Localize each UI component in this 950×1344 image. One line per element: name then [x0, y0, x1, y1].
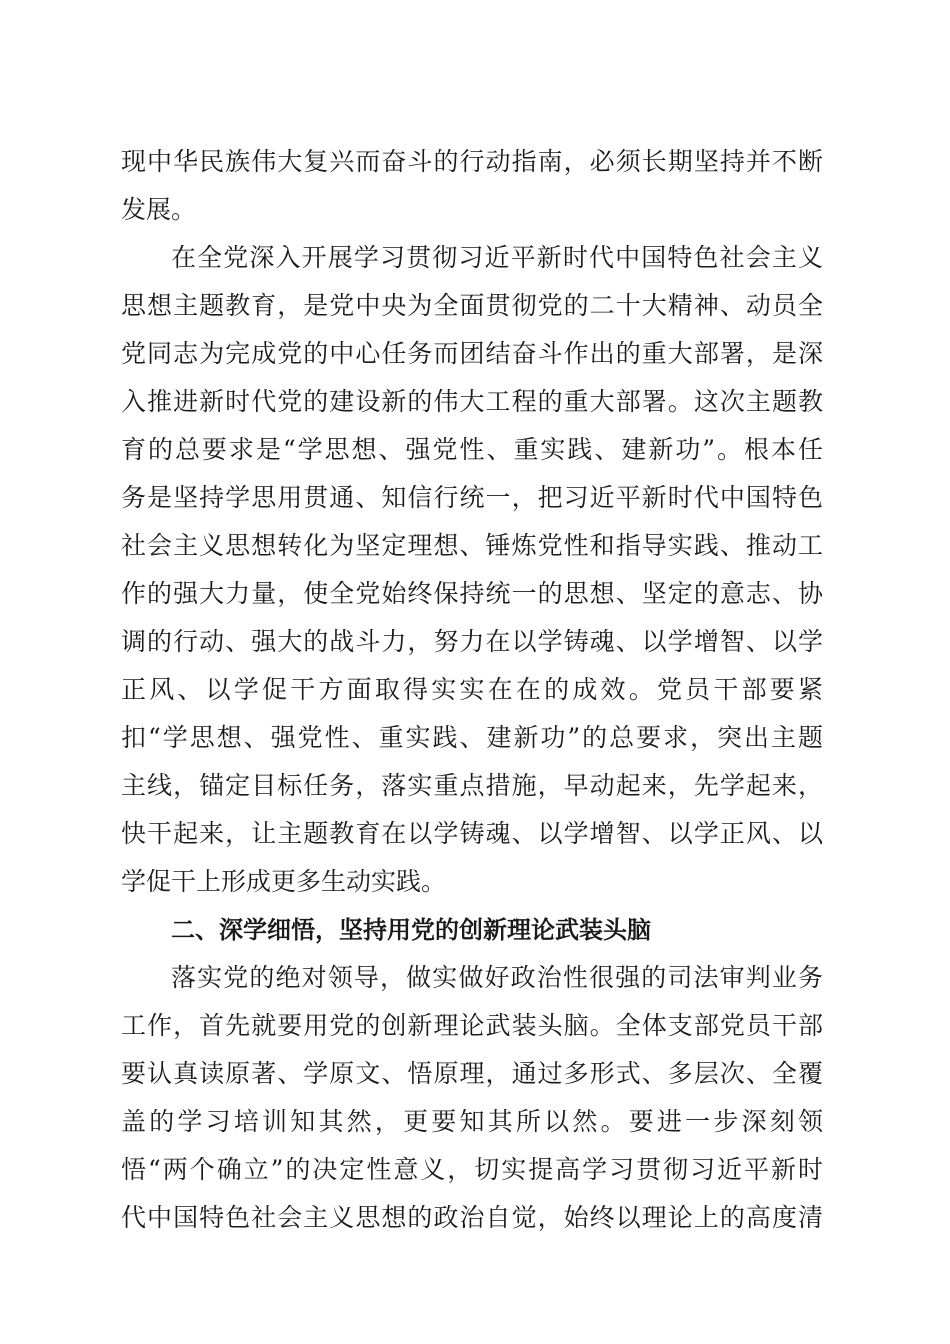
text-line: 主线，锚定目标任务，落实重点措施，早动起来，先学起来， — [121, 771, 823, 800]
text-line: 代中国特色社会主义思想的政治自觉，始终以理论上的高度清 — [121, 1203, 823, 1232]
text-line: 作的强大力量，使全党始终保持统一的思想、坚定的意志、协 — [121, 579, 823, 608]
text-line: 扣“学思想、强党性、重实践、建新功”的总要求，突出主题 — [121, 723, 823, 752]
text-line: 学促干上形成更多生动实践。 — [121, 867, 447, 896]
text-line: 党同志为完成党的中心任务而团结奋斗作出的重大部署，是深 — [121, 339, 823, 368]
text-line: 落实党的绝对领导，做实做好政治性很强的司法审判业务 — [171, 963, 823, 992]
text-line: 调的行动、强大的战斗力，努力在以学铸魂、以学增智、以学 — [121, 627, 823, 656]
text-line: 正风、以学促干方面取得实实在在的成效。党员干部要紧 — [121, 675, 823, 704]
text-line: 快干起来，让主题教育在以学铸魂、以学增智、以学正风、以 — [121, 819, 823, 848]
text-line: 工作，首先就要用党的创新理论武装头脑。全体支部党员干部 — [121, 1011, 823, 1040]
text-line: 社会主义思想转化为坚定理想、锤炼党性和指导实践、推动工 — [121, 531, 823, 560]
text-line: 悟“两个确立”的决定性意义，切实提高学习贯彻习近平新时 — [121, 1155, 823, 1184]
text-line: 在全党深入开展学习贯彻习近平新时代中国特色社会主义 — [171, 243, 823, 272]
paragraph-innovation-theory — [121, 954, 823, 1242]
text-line: 入推进新时代党的建设新的伟大工程的重大部署。这次主题教 — [121, 387, 823, 416]
text-line: 务是坚持学思用贯通、知信行统一，把习近平新时代中国特色 — [121, 483, 823, 512]
text-line: 育的总要求是“学思想、强党性、重实践、建新功”。根本任 — [121, 435, 823, 464]
document-body — [121, 138, 823, 1242]
text-line: 盖的学习培训知其然，更要知其所以然。要进一步深刻领 — [121, 1107, 823, 1136]
paragraph-theme-education — [121, 234, 823, 906]
text-line: 思想主题教育，是党中央为全面贯彻党的二十大精神、动员全 — [121, 291, 823, 320]
text-line: 要认真读原著、学原文、悟原理，通过多形式、多层次、全覆 — [121, 1059, 823, 1088]
text-line: 现中华民族伟大复兴而奋斗的行动指南，必须长期坚持并不断 — [121, 147, 823, 176]
text-line: 发展。 — [121, 195, 197, 224]
section-heading: 二、深学细悟，坚持用党的创新理论武装头脑 — [171, 916, 651, 944]
paragraph-continuation — [121, 138, 823, 234]
